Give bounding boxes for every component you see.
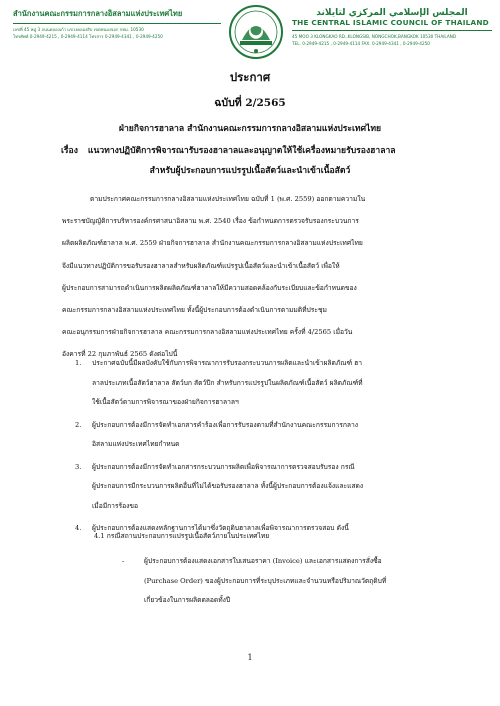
list-item-line: ผู้ประกอบการมีกระบวนการผลิตอื่นที่ไม่ได้ขอรับรองฮาลาล ทั้งนี้ผู้ประกอบการต้องแจ้งและแสดง <box>92 482 364 490</box>
list-item-line: ใช้เนื้อสัตว์ตามการพิจารณาของฝ่ายกิจการฮาลาลฯ <box>92 398 239 406</box>
organization-name-arabic: المجلس الإسلامي المركزي لتايلاند <box>316 8 468 18</box>
contact-english: TEL. 0-2949-4215 , 0-2949-4114 FAX. 0-2949-4341 , 0-2949-4250 <box>292 40 430 46</box>
letterhead-thai <box>13 8 221 40</box>
subject-text: แนวทางปฏิบัติการพิจารณารับรองฮาลาลและอนุญาตให้ใช้เครื่องหมายรับรองฮาลาล <box>87 146 396 156</box>
list-item-line: อิสลามแห่งประเทศไทยกำหนด <box>92 440 180 448</box>
organization-name-thai: สำนักงานคณะกรรมการกลางอิสลามแห่งประเทศไทย <box>13 9 183 18</box>
intro-line: คณะกรรมการกลางอิสลามแห่งประเทศไทย ทั้งนี้ผู้ประกอบการต้องดำเนินการตามมติที่ประชุม <box>62 306 327 315</box>
issuing-department: ฝ่ายกิจการฮาลาล สำนักงานคณะกรรมการกลางอิสลามแห่งประเทศไทย <box>118 124 382 134</box>
list-item <box>75 354 465 413</box>
list-item-line: ลาลประเภทเนื้อสัตว์ฮาลาล สัตว์บก สัตว์ปีก สำหรับการแปรรูปในผลิตภัณฑ์เนื้อสัตว์ ผลิตภัณฑ์ที่ <box>92 378 363 387</box>
list-item-line: ผู้ประกอบการต้องมีการจัดทำเอกสารกระบวนการผลิตเพื่อพิจารณาการตรวจสอบรับรอง กรณี <box>92 462 355 471</box>
list-item-number: 4. <box>75 524 82 532</box>
intro-line: จึงมีแนวทางปฏิบัติการขอรับรองฮาลาลสำหรับผลิตภัณฑ์แปรรูปเนื้อสัตว์และนำเข้าเนื้อสัตว์ เพื่อให้ <box>62 261 340 270</box>
intro-line: อังคารที่ 22 กุมภาพันธ์ 2565 ดังต่อไปนี้ <box>62 350 178 359</box>
list-item-line: ผู้ประกอบการต้องมีการจัดทำเอกสารคำร้องเพื่อการรับรองตามที่สำนักงานคณะกรรมการกลาง <box>92 420 359 429</box>
council-seal-logo <box>228 4 284 60</box>
contact-thai: โทรศัพท์ 0-2949-4215 , 0-2949-4114 โทรสาร 0-2949-4341 , 0-2949-4250 <box>13 33 163 39</box>
intro-line: ผู้ประกอบการสามารถดำเนินการผลิตผลิตภัณฑ์ฮาลาลให้มีความสอดคล้องกับระเบียบและข้อกำหนดของ <box>62 283 357 292</box>
sub-item-heading: 4.1 กรณีสถานประกอบการแปรรูปเนื้อสัตว์ภายในประเทศไทย <box>94 532 270 540</box>
bullet-line: (Purchase Order) ของผู้ประกอบการที่ระบุประเภทและจำนวนหรือปริมาณวัตถุดิบที่ <box>144 576 387 585</box>
subject-heading <box>61 143 396 157</box>
page-number: 1 <box>247 653 253 662</box>
intro-line: ตามประกาศคณะกรรมการกลางอิสลามแห่งประเทศไทย ฉบับที่ 1 (พ.ศ. 2559) ออกตามความใน <box>90 195 366 203</box>
announcement-title: ประกาศ <box>229 70 271 84</box>
subject-text-line2: สำหรับผู้ประกอบการแปรรูปเนื้อสัตว์และนำเข้าเนื้อสัตว์ <box>149 166 351 176</box>
list-item-line: ผู้ประกอบการต้องแสดงหลักฐานการได้มาซึ่งวัตถุดิบฮาลาลเพื่อพิจารณาการตรวจสอบ ดังนี้ <box>92 524 349 532</box>
organization-name-english: THE CENTRAL ISLAMIC COUNCIL OF THAILAND <box>292 18 489 27</box>
intro-line: ผลิตผลิตภัณฑ์ฮาลาล พ.ศ. 2559 ฝ่ายกิจการฮาลาล สำนักงานคณะกรรมการกลางอิสลามแห่งประเทศไทย <box>62 239 363 248</box>
list-item-number: 1. <box>75 359 82 367</box>
letterhead-divider <box>13 23 221 24</box>
address-thai: เลขที่ 45 หมู่ 3 ถนนคลองเก้า แขวงคลองสิบ เขตหนองจอก กทม. 10530 <box>13 27 144 32</box>
bullet-line: เกี่ยวข้องในการผลิตตลอดทั้งปี <box>144 596 231 604</box>
list-item-line: เมื่อมีการร้องขอ <box>92 501 138 510</box>
bullet-item <box>122 552 386 611</box>
list-item <box>75 416 465 455</box>
bullet-dash: - <box>122 557 125 565</box>
list-item-line: ประกาศฉบับนี้มีผลบังคับใช้กับการพิจารณาการรับรองกระบวนการผลิตและนำเข้าผลิตภัณฑ์ ฮา <box>92 359 362 367</box>
letterhead-english <box>292 8 492 47</box>
letterhead-divider <box>292 30 492 31</box>
numbered-list <box>75 354 465 542</box>
subject-label: เรื่อง <box>61 146 78 156</box>
bullet-line: ผู้ประกอบการต้องแสดงเอกสารใบเสนอราคา (Invoice) และเอกสารแสดงการสั่งซื้อ <box>144 557 382 565</box>
announcement-number: ฉบับที่ 2/2565 <box>214 97 286 109</box>
intro-line: พระราชบัญญัติการบริหารองค์กรศาสนาอิสลาม พ.ศ. 2540 เรื่อง ข้อกำหนดการตรวจรับรองกระบวนการ <box>62 217 359 226</box>
list-item-number: 2. <box>75 420 82 429</box>
list-item-number: 3. <box>75 462 82 471</box>
list-item <box>75 458 465 517</box>
intro-paragraph <box>62 188 365 366</box>
intro-line: คณะอนุกรรมการฝ่ายกิจการฮาลาล คณะกรรมการกลางอิสลามแห่งประเทศไทย ครั้งที่ 4/2565 เมื่อวัน <box>62 328 353 337</box>
address-english: 45 MOO 3 KLONGKAO RD.,KLONGSIB, NONGCHOK,BANGKOK 10530 THAILAND <box>292 34 457 39</box>
